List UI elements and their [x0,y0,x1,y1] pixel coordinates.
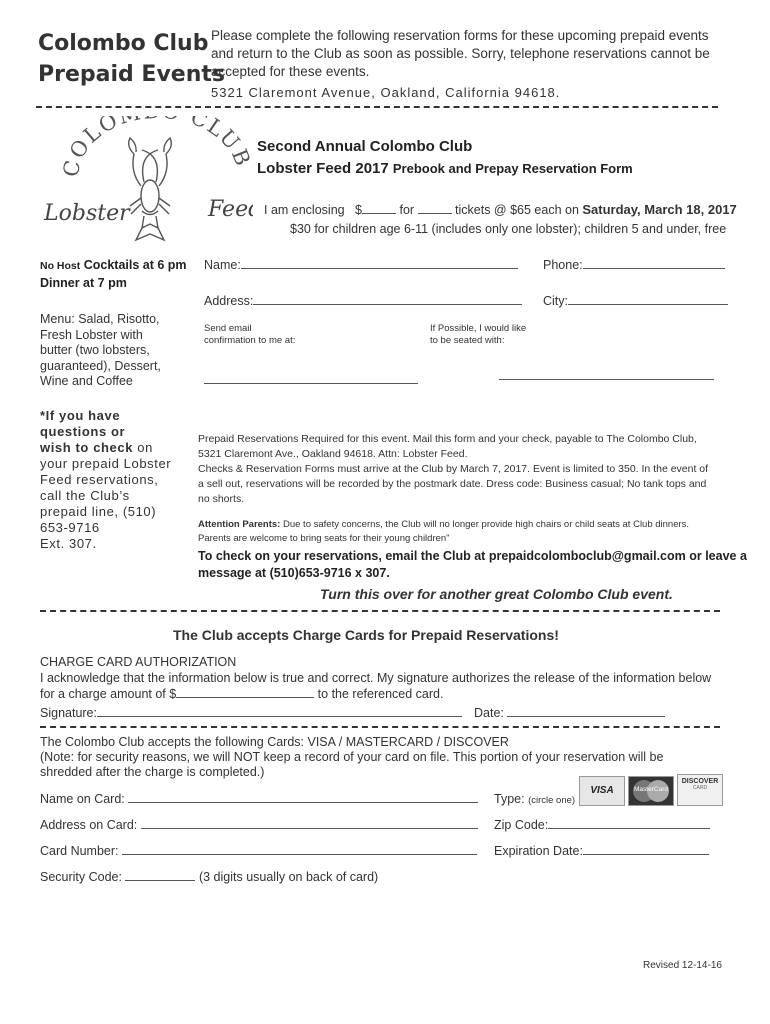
prepaid-info: Prepaid Reservations Required for this event. Mail this form and your check, payable to The Colombo Club, 5321 Claremont Ave., Oakland 94618. Attn: Lobster Feed. Checks & Reservation Forms must arrive at the Club by March 7, 2017. Event is limited to 350. In the event of a sell out, reservations will be recorded by the postmark date. Dress code: Business casual; No tank tops and no shorts. [198,433,709,505]
ticket-count-input[interactable] [418,213,452,214]
zip-label: Zip Code: [494,818,549,832]
card-number-input[interactable] [122,854,477,855]
for-label: for [399,203,415,217]
expiration-input[interactable] [583,854,709,855]
security-note: (3 digits usually on back of card) [198,870,379,884]
logo-word-feed: Fee [208,197,249,222]
discover-sub: CARD [692,785,708,791]
intro-text: Please complete the following reservation forms for these upcoming prepaid events and return to the Club as soon as possible. Sorry, telephone reservations cannot be accepted for these events. [211,28,710,79]
card-type-field [494,792,575,806]
title-line-2 [257,158,737,180]
menu-text: Menu: Salad, Risotto, Fresh Lobster with butter (two lobsters, guaranteed), Dessert, Wine and Coffee [40,312,161,388]
charge-heading: The Club accepts Charge Cards for Prepaid Reservations! [173,627,559,643]
reservation-title [257,136,737,180]
expiration-label: Expiration Date: [494,844,583,858]
cocktails-time: Cocktails at 6 pm [83,258,187,272]
phone-field[interactable] [543,258,725,272]
amount-input[interactable] [362,213,396,214]
date-label: Date: [474,706,504,720]
charge-auth: CHARGE CARD AUTHORIZATION I acknowledge that the information below is true and correct. My signature authorizes the release of the information below for a charge amount of $ to the referenced card. [40,655,712,701]
logo-arc-text: COLO CLUB [58,116,253,179]
title-main: Lobster Feed 2017 [257,160,389,177]
dollar-sign: $ [355,203,362,217]
svg-text:COLOMBO CLUB [58,116,253,179]
dinner-time: Dinner at 7 pm [40,276,127,290]
divider-top [36,106,718,108]
zip-field[interactable] [494,818,710,832]
name-on-card-label: Name on Card: [40,792,125,806]
type-label: Type: [494,792,525,806]
date-field[interactable] [474,706,665,720]
brand-title [38,28,225,90]
attention-parents: Attention Parents: Due to safety concerns, the Club will no longer provide high chairs or child seats at Club dinners. Parents are welcome to bring seats for their young children" [198,519,690,544]
divider-middle [40,610,720,612]
visa-logo: VISA [590,785,614,796]
children-note: $30 for children age 6-11 (includes only one lobster); children 5 and under, free [290,222,727,236]
sidebar-times [40,257,187,291]
club-address: 5321 Claremont Avenue, Oakland, California 94618. [211,85,561,100]
address-input[interactable] [253,304,522,305]
phone-input[interactable] [583,268,725,269]
lobster-logo [38,116,253,256]
title-sub: Prebook and Prepay Reservation Form [392,161,633,176]
enclosing-line [264,202,737,217]
address-on-card-field[interactable] [40,818,478,832]
discover-logo: DISCOVER [681,778,719,785]
name-field[interactable] [204,258,518,272]
divider-bottom [40,726,720,728]
accepted-cards-note: The Colombo Club accepts the following Cards: VISA / MASTERCARD / DISCOVER (Note: for security reasons, we will NOT keep a record of your card on file. This portion of your reservation will be shredded after the charge is completed.) [40,735,664,779]
email-label: Send email confirmation to me at: [204,323,296,346]
security-code-input[interactable] [125,880,195,881]
mastercard-option[interactable] [628,776,674,806]
address-label: Address: [204,294,254,308]
city-input[interactable] [568,304,728,305]
visa-card-option[interactable] [579,776,625,806]
event-date: Saturday, March 18, 2017 [582,202,737,217]
seated-with-input[interactable] [499,379,714,380]
ack-line-1: I acknowledge that the information below is true and correct. My signature authorizes the release of the information below [40,671,712,685]
discover-card-option[interactable] [677,774,723,806]
logo-word-lobster: Lobster [44,201,130,226]
check-reservations: To check on your reservations, email the Club at prepaidcolomboclub@gmail.com or leave a message at (510)653-9716 x 307. [198,549,747,580]
seated-with-label: If Possible, I would like to be seated with: [430,323,527,346]
address-field[interactable] [204,294,522,308]
name-input[interactable] [241,268,518,269]
mastercard-logo: MasterCard [634,786,668,793]
no-host-label: No Host [40,260,81,272]
signature-input[interactable] [97,716,462,717]
email-input[interactable] [204,383,418,384]
address-on-card-input[interactable] [141,828,478,829]
city-label: City: [543,294,568,308]
phone-label: Phone: [543,258,583,272]
card-number-field[interactable] [40,844,477,858]
zip-input[interactable] [548,828,710,829]
name-label: Name: [204,258,241,272]
auth-title: CHARGE CARD AUTHORIZATION [40,655,237,669]
brand-line-1: Colombo Club [38,31,209,56]
security-code-field[interactable] [40,870,378,884]
turn-over-note: Turn this over for another great Colombo Club event. [320,586,673,602]
security-code-label: Security Code: [40,870,122,884]
tickets-label: tickets @ $65 each on [455,203,579,217]
name-on-card-input[interactable] [128,802,478,803]
signature-field[interactable] [40,706,462,720]
date-input[interactable] [507,716,665,717]
brand-line-2: Prepaid Events [38,62,225,87]
address-on-card-label: Address on Card: [40,818,138,832]
expiration-field[interactable] [494,844,709,858]
circle-one-note: (circle one) [528,795,576,806]
questions-text: *If you have questions or wish to check on your prepaid Lobster Feed reservations, call the Club’s prepaid line, (510) 653-9716 Ext. 307. [40,408,172,551]
lobster-icon [38,116,253,256]
revised-date: Revised 12-14-16 [643,960,722,971]
name-on-card-field[interactable] [40,792,478,806]
enclosing-label: I am enclosing [264,203,345,217]
charge-amount-input[interactable] [176,697,314,698]
title-line-1: Second Annual Colombo Club [257,138,473,155]
city-field[interactable] [543,294,728,308]
card-number-label: Card Number: [40,844,119,858]
signature-label: Signature: [40,706,97,720]
